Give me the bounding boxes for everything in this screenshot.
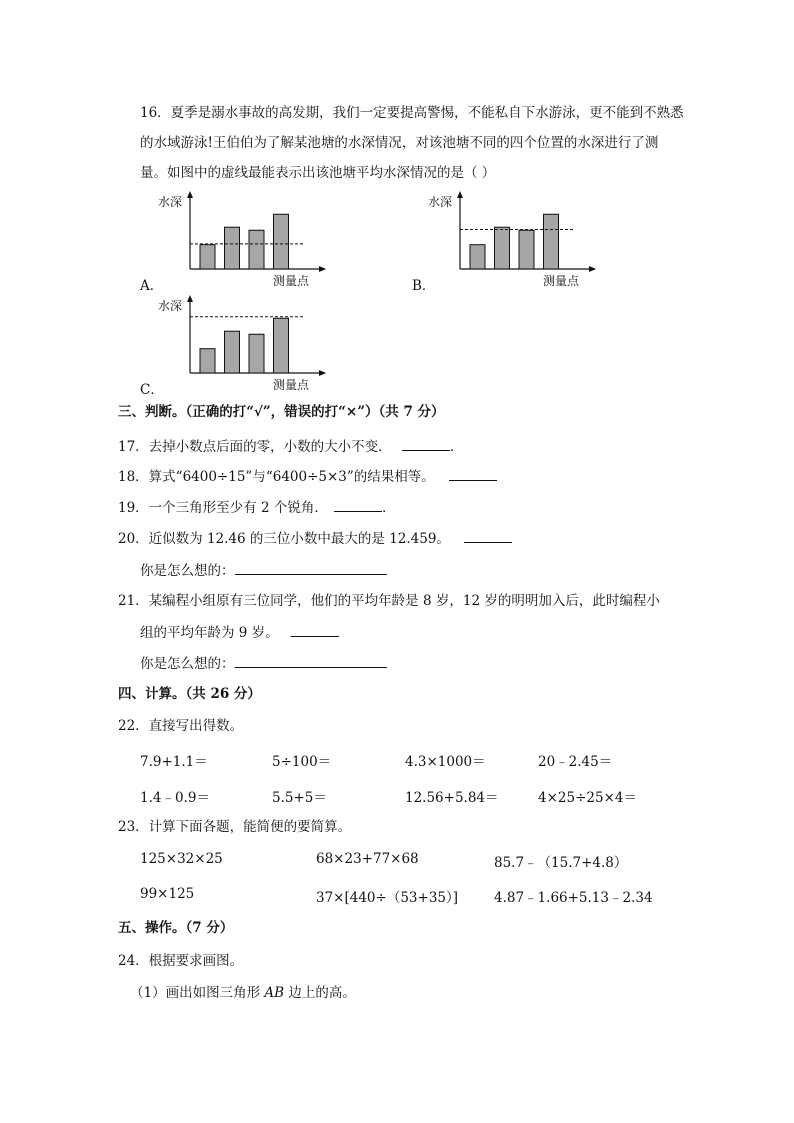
bar [249,334,264,373]
q22-r1-c4: 20﹣2.45＝ [538,754,613,770]
q23: 23．计算下面各题，能简便的要简算。 [118,819,352,835]
q22-r1-c2: 5÷100＝ [272,754,332,770]
q22-r2-c4: 4×25÷25×4＝ [538,790,637,806]
bar [519,230,534,269]
bar [470,245,485,269]
q22-r2-c3: 12.56+5.84＝ [405,790,499,806]
section-5-title: 五、操作。（7 分） [118,920,234,936]
q22-r1-c1: 7.9+1.1＝ [140,754,208,770]
q21-think-label: 你是怎么想的： [140,656,235,672]
section-4-title: 四、计算。（共 26 分） [118,686,261,702]
q19-text: 19．一个三角形至少有 2 个锐角． [118,500,328,516]
q20-think [140,560,387,581]
q20 [118,528,512,549]
q21-text: 组的平均年龄为 9 岁。 [140,625,279,641]
q18 [118,466,497,487]
chart-a-svg [140,188,340,296]
y-axis-arrow [187,295,193,302]
q22-r2-c1: 1.4﹣0.9＝ [140,790,210,806]
q21-think-blank[interactable] [235,653,387,668]
q23-r1-c3: 85.7﹣（15.7+4.8） [494,855,628,871]
option-a-label: A． [140,278,164,294]
x-axis-arrow [319,266,326,272]
q17-text: 17．去掉小数点后面的零，小数的大小不变． [118,439,392,455]
q23-r1-c2: 68×23+77×68 [316,851,419,867]
bar [225,331,240,373]
q17-answer-blank[interactable] [402,436,450,451]
q19-end: ． [382,500,396,516]
y-axis-arrow [187,191,193,198]
q21-think [140,653,387,674]
x-axis-label: 测量点 [273,378,310,392]
x-axis-label: 测量点 [543,274,580,288]
chart-option-c[interactable] [140,292,340,400]
q23-r2-c1: 99×125 [140,886,195,902]
q22-r2-c2: 5.5+5＝ [272,790,327,806]
bar [200,245,215,269]
bar [544,214,559,269]
option-c-label: C． [140,382,164,398]
chart-option-a[interactable] [140,188,340,296]
chart-option-b[interactable] [410,188,610,296]
q24-1-var: AB [264,985,285,1001]
q22-r1-c3: 4.3×1000＝ [405,754,486,770]
q24-1-suffix: 边上的高。 [284,985,356,1001]
bar [200,349,215,373]
q21-answer-blank[interactable] [291,622,339,637]
q24: 24．根据要求画图。 [118,953,244,969]
q23-r2-c3: 4.87﹣1.66+5.13﹣2.34 [494,890,653,906]
q23-r1-c1: 125×32×25 [140,851,223,867]
x-axis-arrow [319,370,326,376]
bar [274,318,289,373]
y-axis-label: 水深 [158,195,183,209]
section-3-title: 三、判断。（正确的打“√”，错误的打“×”）（共 7 分） [118,404,445,420]
q17 [118,436,463,457]
bar [274,214,289,269]
q21-line-1: 21．某编程小组原有三位同学，他们的平均年龄是 8 岁，12 岁的明明加入后，此时编程小 [118,593,660,609]
q21-line-2 [140,622,339,643]
y-axis-label: 水深 [158,299,183,313]
x-axis-label: 测量点 [273,274,310,288]
q24-1-prefix: （1）画出如图三角形 [130,985,265,1001]
q20-think-label: 你是怎么想的： [140,563,235,579]
q20-think-blank[interactable] [235,560,387,575]
q18-text: 18．算式“6400÷15”与“6400÷5×3”的结果相等。 [118,469,435,485]
bar [495,227,510,269]
y-axis-arrow [457,191,463,198]
q20-text: 20．近似数为 12.46 的三位小数中最大的是 12.459。 [118,531,450,547]
q18-answer-blank[interactable] [449,466,497,481]
q19-answer-blank[interactable] [334,497,382,512]
q17-end: ． [449,439,464,455]
q19 [118,497,396,518]
y-axis-label: 水深 [428,195,453,209]
chart-c-svg [140,292,340,400]
bar [225,227,240,269]
q22: 22．直接写出得数。 [118,718,244,734]
q23-r2-c2: 37×[440÷（53+35）] [316,890,459,906]
bar [249,230,264,269]
q16-line-3: 量。如图中的虚线最能表示出该池塘平均水深情况的是（ ） [140,165,496,181]
q20-answer-blank[interactable] [464,528,512,543]
chart-b-svg [410,188,610,296]
q16-line-2: 的水域游泳!王伯伯为了解某池塘的水深情况，对该池塘不同的四个位置的水深进行了测 [140,135,659,151]
option-b-label: B． [412,278,436,294]
x-axis-arrow [589,266,596,272]
q24-1 [130,983,356,1003]
q16-line-1: 16．夏季是溺水事故的高发期，我们一定要提高警惕，不能私自下水游泳，更不能到不熟悉 [140,105,684,121]
